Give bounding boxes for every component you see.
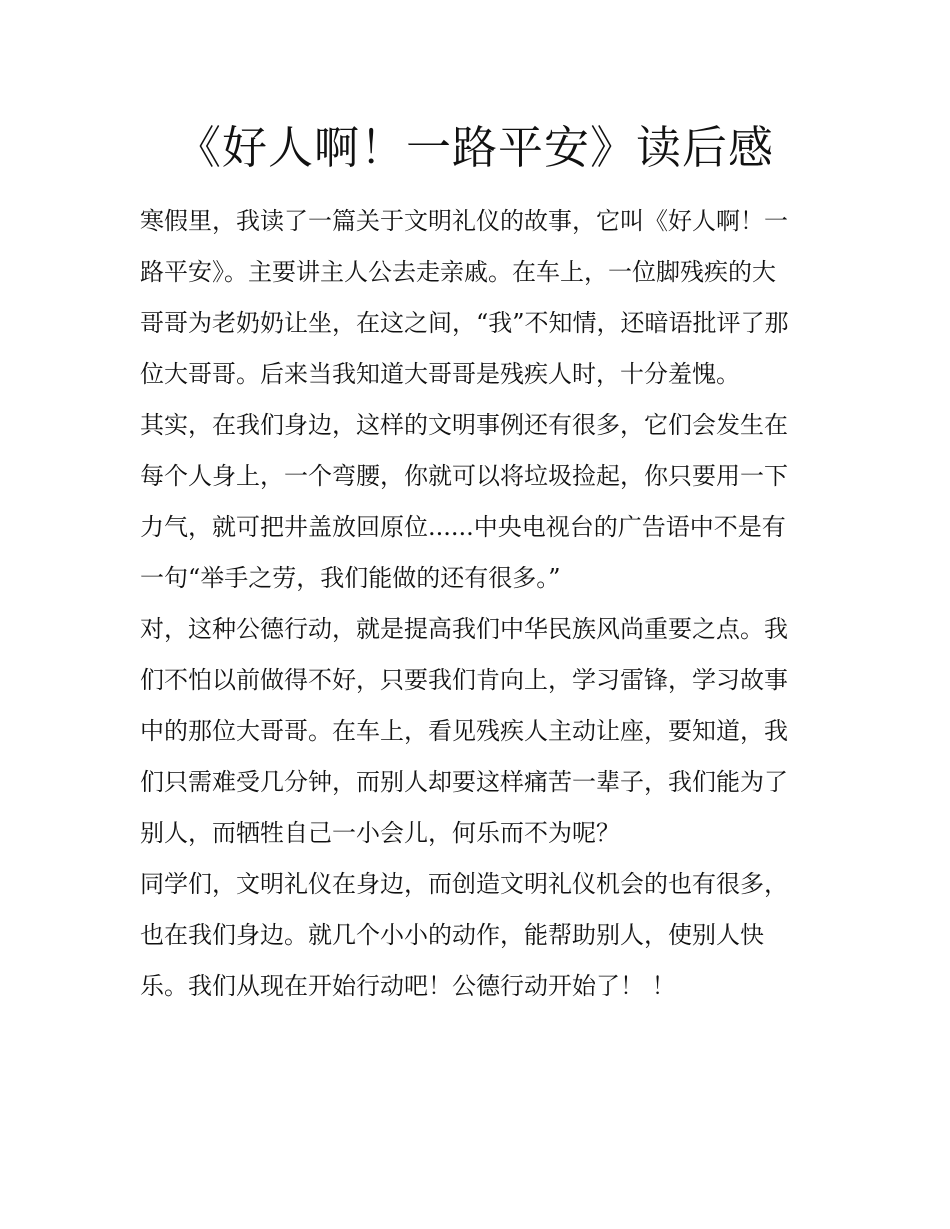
- document-body: [140, 196, 812, 1012]
- text-line: 们不怕以前做得不好，只要我们肯向上，学习雷锋，学习故事: [140, 666, 788, 694]
- text-line: 也在我们身边。就几个小小的动作，能帮助别人，使别人快: [140, 921, 764, 949]
- text-line: 们只需难受几分钟，而别人却要这样痛苦一辈子，我们能为了: [140, 768, 788, 796]
- text-line: 寒假里，我读了一篇关于文明礼仪的故事，它叫《好人啊！一: [140, 207, 788, 235]
- text-line: 力气，就可把井盖放回原位......中央电视台的广告语中不是有: [140, 513, 786, 541]
- text-line: 别人，而牺牲自己一小会儿，何乐而不为呢？: [140, 819, 620, 847]
- text-line: 中的那位大哥哥。在车上，看见残疾人主动让座，要知道，我: [140, 717, 788, 745]
- text-line: 一句“举手之劳，我们能做的还有很多。”: [140, 564, 561, 592]
- document-title: 《好人啊！一路平安》读后感: [175, 121, 774, 174]
- text-line: 每个人身上，一个弯腰，你就可以将垃圾捡起，你只要用一下: [140, 462, 788, 490]
- text-line: 乐。我们从现在开始行动吧！公德行动开始了！ ！: [140, 972, 676, 1000]
- text-line: 同学们，文明礼仪在身边，而创造文明礼仪机会的也有很多，: [140, 870, 788, 898]
- text-line: 路平安》。主要讲主人公去走亲戚。在车上，一位脚残疾的大: [140, 258, 776, 286]
- text-line: 其实，在我们身边，这样的文明事例还有很多，它们会发生在: [140, 411, 788, 439]
- text-line: 对，这种公德行动，就是提高我们中华民族风尚重要之点。我: [140, 615, 788, 643]
- text-line: 位大哥哥。后来当我知道大哥哥是残疾人时，十分羞愧。: [140, 360, 740, 388]
- text-line: 哥哥为老奶奶让坐，在这之间，“我”不知情，还暗语批评了那: [140, 309, 789, 337]
